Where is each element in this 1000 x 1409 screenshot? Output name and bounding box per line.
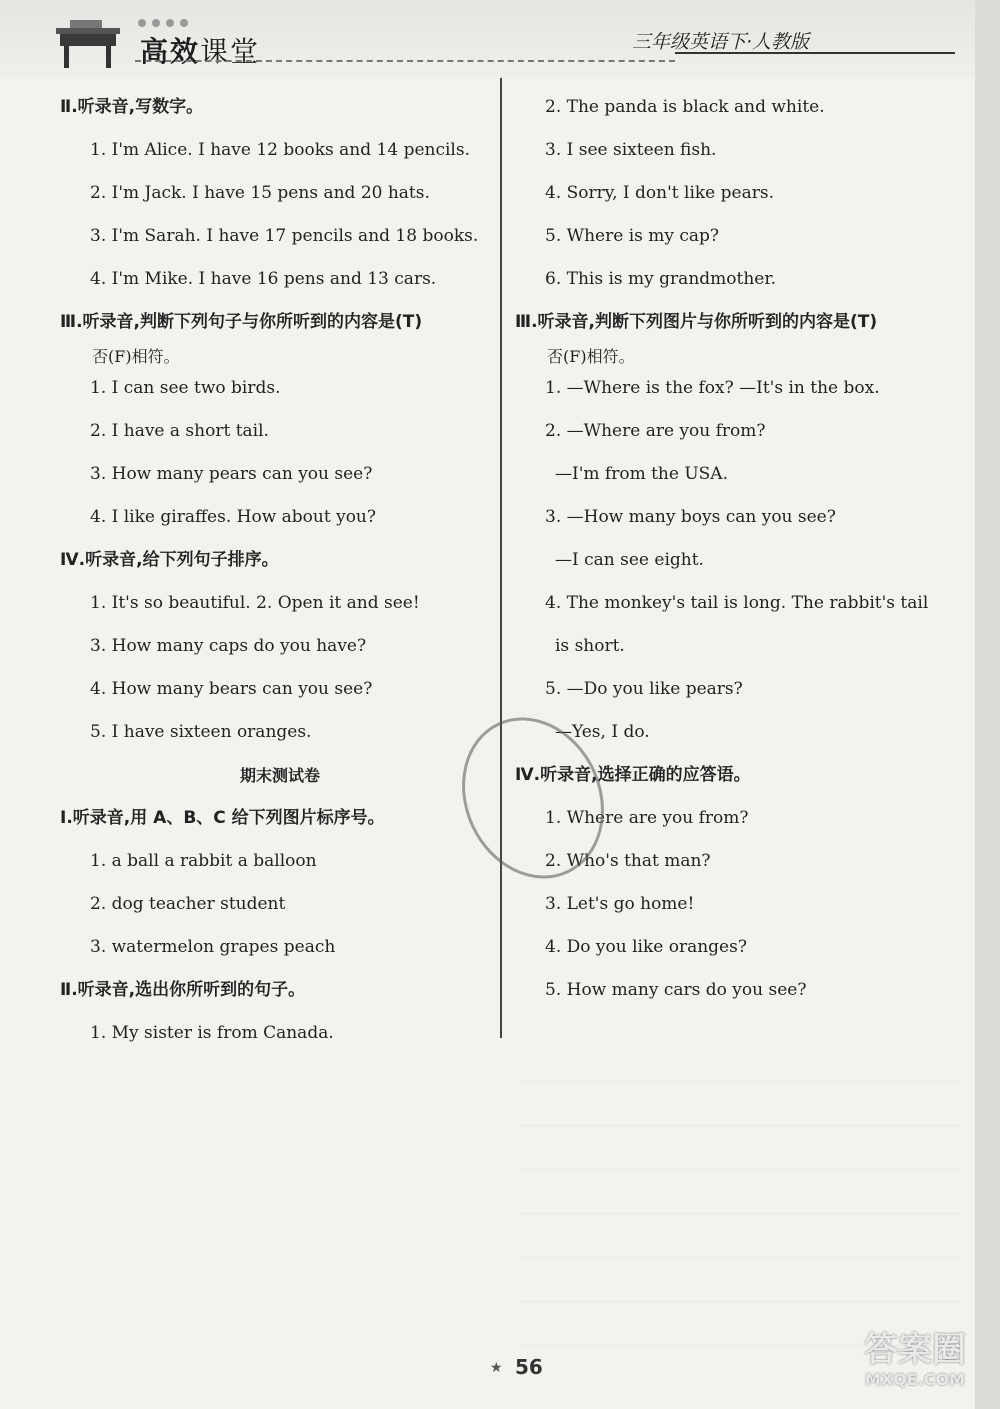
list-item: 4. How many bears can you see? [90, 679, 373, 699]
list-item: 1. I'm Alice. I have 12 books and 14 pencils. [90, 140, 470, 160]
list-item: 5. Where is my cap? [545, 226, 720, 246]
list-item: 2. The panda is black and white. [545, 97, 825, 117]
list-item: 6. This is my grandmother. [545, 269, 777, 289]
list-item: 2. I'm Jack. I have 15 pens and 20 hats. [90, 183, 430, 203]
page-number: 56 [515, 1355, 543, 1379]
right-column [515, 86, 965, 1012]
header-rule [675, 52, 955, 54]
section-heading: Ⅰ.听录音,用 A、B、C 给下列图片标序号。 [60, 808, 385, 828]
list-item: 2. dog teacher student [90, 894, 286, 914]
list-item: 4. Do you like oranges? [545, 937, 747, 957]
show-through-text [520, 1040, 960, 1370]
list-item: 3. I'm Sarah. I have 17 pencils and 18 books. [90, 226, 479, 246]
section-heading: Ⅱ.听录音,写数字。 [60, 97, 204, 117]
list-item: 3. I see sixteen fish. [545, 140, 717, 160]
list-item: 1. a ball a rabbit a balloon [90, 851, 317, 871]
list-item: 5. I have sixteen oranges. [90, 722, 312, 742]
list-item: 1. My sister is from Canada. [90, 1023, 334, 1043]
list-item: 5. —Do you like pears? [545, 679, 743, 699]
watermark-site: MXQE.COM [864, 1370, 966, 1389]
section-heading: Ⅱ.听录音,选出你所听到的句子。 [60, 980, 306, 1000]
list-item: 2. —Where are you from? [545, 421, 766, 441]
desk-logo-icon [50, 18, 130, 73]
list-item: 1. —Where is the fox? —It's in the box. [545, 378, 880, 398]
left-column [60, 86, 500, 1055]
test-title: 期末测试卷 [239, 766, 320, 785]
star-icon: ★ [490, 1360, 503, 1376]
section-heading: 否(F)相符。 [547, 347, 635, 366]
page-edge [975, 0, 1000, 1409]
list-item: 1. It's so beautiful. 2. Open it and see! [90, 593, 420, 613]
section-heading: Ⅲ.听录音,判断下列句子与你所听到的内容是(T) [60, 312, 423, 332]
watermark-text: 答案圈 [864, 1330, 966, 1370]
section-heading: Ⅲ.听录音,判断下列图片与你所听到的内容是(T) [515, 312, 878, 332]
header-dots [138, 12, 194, 31]
list-item: is short. [555, 636, 625, 656]
section-heading: Ⅳ.听录音,选择正确的应答语。 [515, 765, 751, 785]
list-item: 2. I have a short tail. [90, 421, 269, 441]
list-item: 3. watermelon grapes peach [90, 937, 336, 957]
list-item: 4. The monkey's tail is long. The rabbit's tail [545, 593, 929, 613]
list-item: 2. Who's that man? [545, 851, 711, 871]
list-item: —I can see eight. [555, 550, 704, 570]
brand-title: 高效课堂 [140, 35, 261, 68]
column-divider [500, 78, 502, 1038]
edition-label: 三年级英语下·人教版 [632, 31, 810, 53]
list-item: 3. Let's go home! [545, 894, 695, 914]
list-item: 1. Where are you from? [545, 808, 749, 828]
header-dashed-line [135, 60, 675, 62]
list-item: 4. Sorry, I don't like pears. [545, 183, 774, 203]
list-item: 4. I like giraffes. How about you? [90, 507, 376, 527]
list-item: —I'm from the USA. [555, 464, 728, 484]
list-item: 5. How many cars do you see? [545, 980, 807, 1000]
watermark-logo [860, 1330, 970, 1390]
list-item: 3. How many pears can you see? [90, 464, 373, 484]
list-item: 1. I can see two birds. [90, 378, 281, 398]
list-item: 4. I'm Mike. I have 16 pens and 13 cars. [90, 269, 437, 289]
section-heading: Ⅳ.听录音,给下列句子排序。 [60, 550, 279, 570]
list-item: 3. How many caps do you have? [90, 636, 367, 656]
section-heading: 否(F)相符。 [92, 347, 180, 366]
list-item: —Yes, I do. [555, 722, 650, 742]
list-item: 3. —How many boys can you see? [545, 507, 836, 527]
